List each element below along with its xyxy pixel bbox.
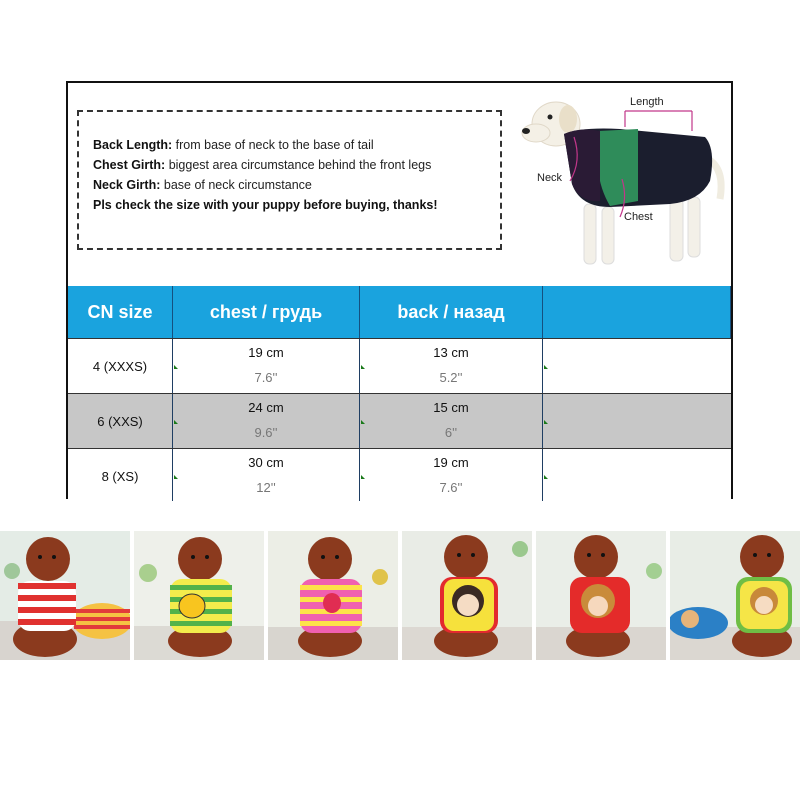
- chest-cm: 19 cm: [248, 345, 284, 360]
- chest-cm: 24 cm: [248, 400, 284, 415]
- empty-cell: [543, 449, 731, 501]
- back-inch: 6'': [444, 425, 458, 440]
- chest-girth-text: biggest area circumstance behind the front legs: [165, 158, 432, 172]
- chest-inch: 9.6'': [254, 425, 278, 440]
- neck-label: Neck: [537, 172, 563, 184]
- table-row: [68, 338, 731, 393]
- back-cell: [360, 449, 543, 501]
- dog-measurement-diagram: [520, 89, 730, 279]
- back-length-label: Back Length:: [93, 138, 173, 152]
- back-cm: 19 cm: [433, 455, 469, 470]
- chest-girth-label: Chest Girth:: [93, 158, 166, 172]
- cell-marker: [544, 365, 548, 369]
- chest-cell: [173, 339, 360, 393]
- neck-girth-line: [93, 177, 500, 193]
- chest-cell: [173, 394, 360, 448]
- neck-girth-label: Neck Girth:: [93, 178, 161, 192]
- cell-marker: [361, 475, 365, 479]
- size-cell: [68, 339, 173, 393]
- striped-red-vest-photo: [0, 531, 130, 660]
- length-label: Length: [630, 96, 664, 108]
- size-value: 6 (XXS): [97, 414, 143, 429]
- size-chart: [66, 81, 733, 499]
- cell-marker: [174, 420, 178, 424]
- back-cm: 13 cm: [433, 345, 469, 360]
- table-header-row: [68, 286, 731, 338]
- advice-line: [93, 197, 500, 213]
- striped-green-vest-photo: [134, 531, 264, 660]
- measurement-note-box: [77, 110, 502, 250]
- cartoon-girl-vest-photo: [402, 531, 532, 660]
- chest-label: Chest: [624, 211, 653, 223]
- chest-girth-line: [93, 157, 500, 173]
- chest-inch: 7.6'': [254, 370, 278, 385]
- red-bear-vest-photo: [536, 531, 666, 660]
- header-size: CN size: [87, 302, 153, 322]
- chest-inch: 12'': [256, 480, 276, 495]
- cell-marker: [544, 475, 548, 479]
- back-inch: 5.2'': [439, 370, 463, 385]
- advice-text: Pls check the size with your puppy before buying, thanks!: [93, 198, 438, 212]
- neck-girth-text: base of neck circumstance: [160, 178, 312, 192]
- back-length-line: [93, 137, 500, 153]
- table-row: [68, 448, 731, 501]
- green-monkey-vest-photo: [670, 531, 800, 660]
- back-cell: [360, 339, 543, 393]
- header-cell: [543, 286, 731, 338]
- cell-marker: [361, 365, 365, 369]
- back-cell: [360, 394, 543, 448]
- empty-cell: [543, 339, 731, 393]
- chest-cm: 30 cm: [248, 455, 284, 470]
- back-length-text: from base of neck to the base of tail: [172, 138, 374, 152]
- header-cell: [360, 286, 543, 338]
- chest-cell: [173, 449, 360, 501]
- product-photo-strip: [0, 531, 800, 660]
- cell-marker: [544, 420, 548, 424]
- size-cell: [68, 394, 173, 448]
- header-cell: [68, 286, 173, 338]
- back-cm: 15 cm: [433, 400, 469, 415]
- header-cell: [173, 286, 360, 338]
- header-back: back / назад: [397, 302, 505, 322]
- size-value: 4 (XXXS): [92, 359, 148, 374]
- header-chest: chest / грудь: [209, 302, 323, 322]
- empty-cell: [543, 394, 731, 448]
- cell-marker: [174, 365, 178, 369]
- size-value: 8 (XS): [101, 469, 139, 484]
- striped-pink-vest-photo: [268, 531, 398, 660]
- cell-marker: [361, 420, 365, 424]
- size-cell: [68, 449, 173, 501]
- table-row: [68, 393, 731, 448]
- cell-marker: [174, 475, 178, 479]
- back-inch: 7.6'': [439, 480, 463, 495]
